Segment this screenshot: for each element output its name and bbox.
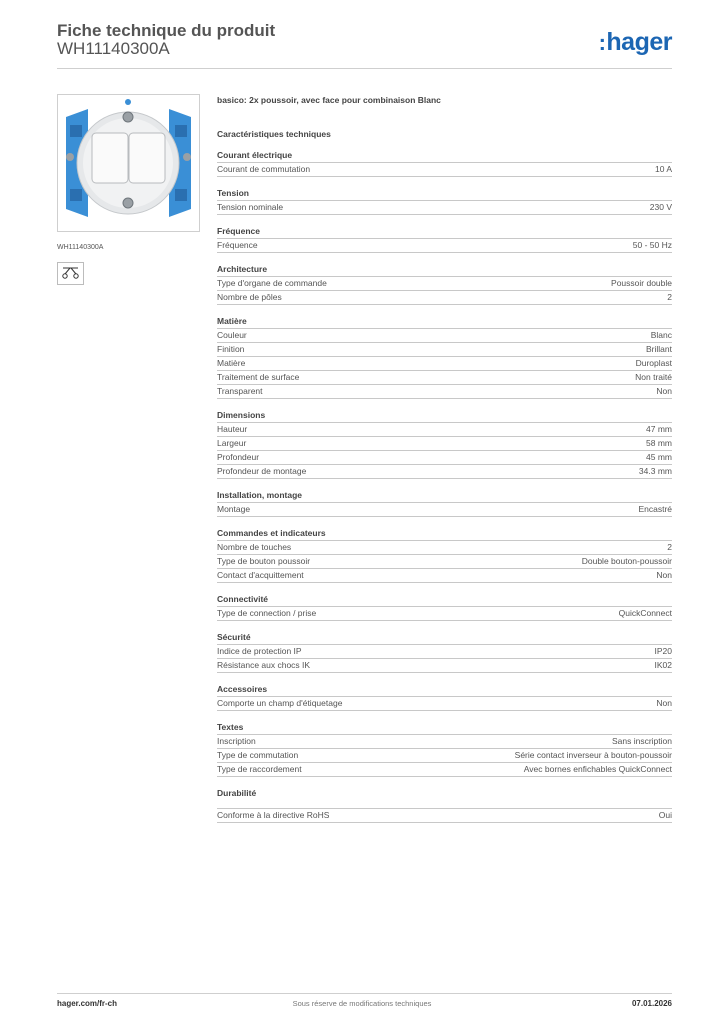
spec-row bbox=[217, 328, 672, 342]
spec-label: Indice de protection IP bbox=[217, 646, 302, 656]
spec-value: 230 V bbox=[649, 202, 672, 212]
footer-date: 07.01.2026 bbox=[631, 999, 672, 1008]
spec-label: Transparent bbox=[217, 386, 263, 396]
spec-row bbox=[217, 748, 672, 762]
spec-group-title: Sécurité bbox=[217, 632, 251, 642]
spec-group bbox=[217, 489, 672, 517]
spec-label: Profondeur bbox=[217, 452, 260, 462]
spec-row bbox=[217, 200, 672, 215]
spec-value: Poussoir double bbox=[611, 278, 672, 288]
spec-row bbox=[217, 356, 672, 370]
spec-value: Blanc bbox=[650, 330, 672, 340]
spec-label: Hauteur bbox=[217, 424, 248, 434]
spec-label: Type de bouton poussoir bbox=[217, 556, 311, 566]
spec-group-title: Matière bbox=[217, 316, 247, 326]
product-image bbox=[57, 94, 200, 232]
spec-value: Sans inscription bbox=[611, 736, 672, 746]
spec-label: Type de commutation bbox=[217, 750, 299, 760]
spec-row bbox=[217, 696, 672, 711]
spec-value: Non traité bbox=[635, 372, 672, 382]
spec-group-title: Courant électrique bbox=[217, 150, 293, 160]
logo-text: hager bbox=[606, 28, 672, 56]
spec-group-title: Commandes et indicateurs bbox=[217, 528, 326, 538]
spec-group-title: Accessoires bbox=[217, 684, 268, 694]
spec-label: Type de raccordement bbox=[217, 764, 302, 774]
spec-row bbox=[217, 290, 672, 305]
spec-label: Couleur bbox=[217, 330, 247, 340]
spec-gap bbox=[217, 800, 672, 808]
spec-group bbox=[217, 187, 672, 215]
spec-group-title: Durabilité bbox=[217, 788, 257, 798]
header-divider bbox=[57, 68, 672, 69]
spec-label: Contact d'acquittement bbox=[217, 570, 304, 580]
spec-group-title: Textes bbox=[217, 722, 244, 732]
spec-label: Profondeur de montage bbox=[217, 466, 307, 476]
spec-row bbox=[217, 734, 672, 748]
spec-row bbox=[217, 762, 672, 777]
spec-label: Montage bbox=[217, 504, 251, 514]
spec-value: Oui bbox=[658, 810, 672, 820]
spec-row bbox=[217, 540, 672, 554]
spec-label: Comporte un champ d'étiquetage bbox=[217, 698, 343, 708]
spec-row bbox=[217, 658, 672, 673]
spec-value: 45 mm bbox=[646, 452, 672, 462]
spec-row bbox=[217, 422, 672, 436]
spec-label: Conforme à la directive RoHS bbox=[217, 810, 330, 820]
spec-label: Nombre de pôles bbox=[217, 292, 282, 302]
spec-value: 50 - 50 Hz bbox=[632, 240, 672, 250]
logo-dots: : bbox=[598, 30, 606, 55]
spec-label: Type d'organe de commande bbox=[217, 278, 327, 288]
spec-row bbox=[217, 436, 672, 450]
technical-content bbox=[217, 94, 672, 833]
spec-group bbox=[217, 593, 672, 621]
spec-group-title: Tension bbox=[217, 188, 249, 198]
spec-group bbox=[217, 263, 672, 305]
spec-group bbox=[217, 721, 672, 777]
spec-group bbox=[217, 631, 672, 673]
spec-group-title: Fréquence bbox=[217, 226, 260, 236]
document-title: Fiche technique du produit bbox=[57, 21, 276, 40]
spec-group bbox=[217, 683, 672, 711]
push-button-switch-icon bbox=[58, 95, 199, 231]
spec-label: Largeur bbox=[217, 438, 247, 448]
spec-value: Brillant bbox=[646, 344, 672, 354]
image-caption: WH11140300A bbox=[57, 244, 104, 251]
spec-row bbox=[217, 238, 672, 253]
footer-divider bbox=[57, 993, 672, 994]
spec-value: Double bouton-poussoir bbox=[581, 556, 672, 566]
spec-value: Encastré bbox=[638, 504, 672, 514]
spec-value: IP20 bbox=[654, 646, 672, 656]
spec-value: IK02 bbox=[654, 660, 672, 670]
spec-value: QuickConnect bbox=[618, 608, 672, 618]
spec-value: Avec bornes enfichables QuickConnect bbox=[523, 764, 672, 774]
spec-label: Traitement de surface bbox=[217, 372, 300, 382]
spec-group-title: Architecture bbox=[217, 264, 268, 274]
spec-label: Résistance aux chocs IK bbox=[217, 660, 311, 670]
spec-group bbox=[217, 315, 672, 399]
footer-notice: Sous réserve de modifications techniques bbox=[292, 999, 432, 1008]
switch-symbol-icon bbox=[57, 262, 84, 285]
spec-label: Courant de commutation bbox=[217, 164, 311, 174]
spec-row bbox=[217, 502, 672, 517]
spec-row bbox=[217, 808, 672, 823]
spec-value: 47 mm bbox=[646, 424, 672, 434]
spec-label: Inscription bbox=[217, 736, 256, 746]
spec-value: 10 A bbox=[654, 164, 672, 174]
spec-label: Nombre de touches bbox=[217, 542, 292, 552]
spec-row bbox=[217, 450, 672, 464]
product-description: basico: 2x poussoir, avec face pour combinaison Blanc bbox=[217, 95, 441, 105]
spec-value: 2 bbox=[667, 542, 672, 552]
spec-group bbox=[217, 787, 672, 823]
spec-group-title: Connectivité bbox=[217, 594, 269, 604]
spec-row bbox=[217, 464, 672, 479]
footer-website: hager.com/fr-ch bbox=[57, 999, 118, 1008]
spec-row bbox=[217, 606, 672, 621]
spec-row bbox=[217, 370, 672, 384]
spec-row bbox=[217, 276, 672, 290]
spec-group-title: Dimensions bbox=[217, 410, 266, 420]
spec-row bbox=[217, 644, 672, 658]
spec-value: 34.3 mm bbox=[638, 466, 672, 476]
spec-label: Matière bbox=[217, 358, 246, 368]
spec-group bbox=[217, 225, 672, 253]
spec-value: Non bbox=[656, 386, 672, 396]
spec-row bbox=[217, 384, 672, 399]
spec-group bbox=[217, 527, 672, 583]
spec-row bbox=[217, 162, 672, 177]
characteristics-groups bbox=[217, 149, 672, 823]
spec-value: 58 mm bbox=[646, 438, 672, 448]
spec-row bbox=[217, 554, 672, 568]
spec-label: Tension nominale bbox=[217, 202, 284, 212]
hager-logo bbox=[599, 28, 672, 57]
spec-value: Non bbox=[656, 698, 672, 708]
spec-value: 2 bbox=[667, 292, 672, 302]
spec-value: Duroplast bbox=[635, 358, 672, 368]
spec-group-title: Installation, montage bbox=[217, 490, 303, 500]
spec-label: Fréquence bbox=[217, 240, 258, 250]
characteristics-heading: Caractéristiques techniques bbox=[217, 129, 331, 139]
spec-value: Série contact inverseur à bouton-poussoir bbox=[514, 750, 672, 760]
spec-label: Finition bbox=[217, 344, 245, 354]
spec-group bbox=[217, 409, 672, 479]
spec-row bbox=[217, 568, 672, 583]
spec-row bbox=[217, 342, 672, 356]
spec-label: Type de connection / prise bbox=[217, 608, 317, 618]
product-code: WH11140300A bbox=[57, 39, 170, 58]
spec-group bbox=[217, 149, 672, 177]
spec-value: Non bbox=[656, 570, 672, 580]
